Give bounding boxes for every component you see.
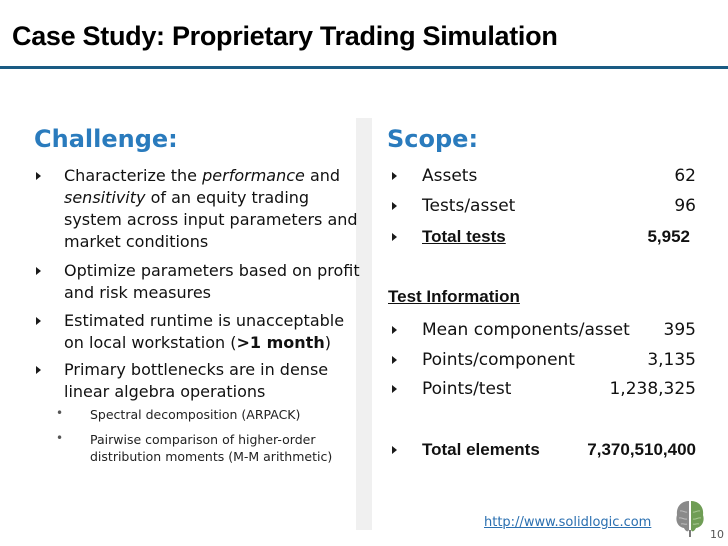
bullet-arrow-icon: [36, 267, 41, 275]
bullet-arrow-icon: [36, 172, 41, 180]
bullet-2-line-2: and risk measures: [64, 283, 212, 302]
scope-row-value: 96: [674, 196, 696, 216]
test-row-points-per-test: [422, 376, 696, 402]
sub-bullet-dot-icon: •: [56, 406, 64, 420]
test-row-mean-components: [422, 317, 696, 343]
bullet-arrow-icon: [392, 172, 397, 180]
bullet-arrow-icon: [392, 446, 397, 454]
bullet-3-line-1: Estimated runtime is unacceptable: [64, 311, 345, 330]
sub-bullet-1: Spectral decomposition (ARPACK): [90, 407, 301, 422]
test-row-label: Points/component: [422, 350, 575, 370]
bullet-1-line-4: market conditions: [64, 232, 209, 251]
page-number: 10: [710, 528, 724, 541]
scope-row-assets: [422, 163, 696, 189]
sub-bullet-2-line-1: Pairwise comparison of higher-order: [90, 432, 316, 447]
test-row-value: 395: [663, 320, 696, 340]
sub-bullet-dot-icon: •: [56, 431, 64, 445]
scope-heading: Scope:: [387, 125, 479, 153]
total-elements-value: 7,370,510,400: [587, 440, 696, 459]
bullet-arrow-icon: [392, 326, 397, 334]
scope-row-label: Tests/asset: [422, 196, 516, 216]
test-row-label: Mean components/asset: [422, 320, 630, 340]
bullet-arrow-icon: [36, 366, 41, 374]
test-row-value: 1,238,325: [609, 379, 696, 399]
bullet-1-line-2: sensitivity of an equity trading: [64, 188, 310, 207]
test-row-total-elements: [422, 437, 696, 463]
bullet-4-line-2: linear algebra operations: [64, 382, 266, 401]
brain-logo-icon: [673, 497, 707, 537]
scope-row-value: 62: [674, 166, 696, 186]
scope-row-value: 5,952: [647, 227, 690, 246]
scope-row-total-tests: [422, 224, 690, 250]
bullet-1-line-1: Characterize the performance and: [64, 166, 341, 185]
column-divider: [356, 118, 372, 530]
test-row-value: 3,135: [647, 350, 696, 370]
bullet-arrow-icon: [392, 202, 397, 210]
scope-row-label: Total tests: [422, 227, 506, 246]
footer-url-link[interactable]: http://www.solidlogic.com: [484, 515, 652, 530]
total-elements-label: Total elements: [422, 440, 540, 459]
bullet-arrow-icon: [392, 233, 397, 241]
title-rule: [0, 66, 728, 69]
test-row-label: Points/test: [422, 379, 512, 399]
scope-row-label: Assets: [422, 166, 478, 186]
bullet-4-line-1: Primary bottlenecks are in dense: [64, 360, 329, 379]
bullet-3-line-2: on local workstation (>1 month): [64, 333, 331, 352]
bullet-arrow-icon: [36, 317, 41, 325]
challenge-heading: Challenge:: [34, 125, 178, 153]
sub-bullet-2-line-2: distribution moments (M-M arithmetic): [90, 449, 333, 464]
test-row-points-per-component: [422, 347, 696, 373]
bullet-arrow-icon: [392, 385, 397, 393]
slide-title: Case Study: Proprietary Trading Simulation: [12, 21, 558, 51]
bullet-1-line-3: system across input parameters and: [64, 210, 358, 229]
test-information-heading: Test Information: [388, 287, 520, 306]
scope-row-tests-per-asset: [422, 193, 696, 219]
bullet-arrow-icon: [392, 356, 397, 364]
bullet-2-line-1: Optimize parameters based on profit: [64, 261, 360, 280]
